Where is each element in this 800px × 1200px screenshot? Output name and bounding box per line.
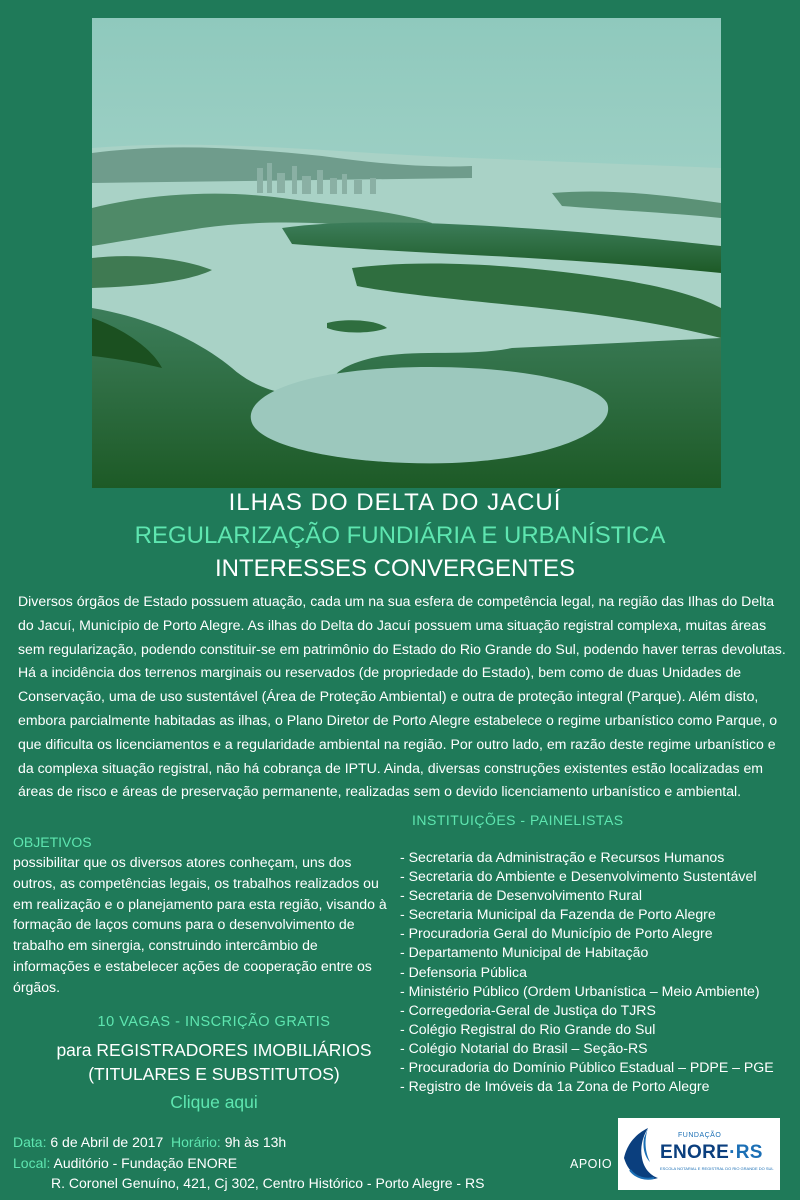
list-item: - Colégio Notarial do Brasil – Seção-RS <box>400 1039 648 1056</box>
objetivos-heading: OBJETIVOS <box>13 834 92 850</box>
instituicoes-heading: INSTITUIÇÕES - PAINELISTAS <box>412 812 624 828</box>
time-value: 9h às 13h <box>224 1134 287 1150</box>
register-link[interactable]: Clique aqui <box>170 1092 258 1112</box>
list-item: - Secretaria de Desenvolvimento Rural <box>400 887 643 904</box>
vagas-target-detail: (TITULARES E SUBSTITUTOS) <box>88 1064 340 1084</box>
event-location-row <box>13 1153 484 1174</box>
location-value: Auditório - Fundação ENORE <box>53 1154 238 1171</box>
date-value: 6 de Abril de 2017 <box>50 1134 164 1150</box>
event-details <box>13 1132 484 1194</box>
event-address: R. Coronel Genuíno, 421, Cj 302, Centro Histórico - Porto Alegre - RS <box>51 1175 485 1191</box>
vagas-heading: 10 VAGAS - INSCRIÇÃO GRATIS <box>97 1014 331 1030</box>
objetivos-text: possibilitar que os diversos atores conheçam, uns dos outros, as competências legais, os trabalhos realizados ou em realização e o planejamento para esta região, visando à formação de laços comuns para o desenvolvimento de trabalho em sinergia, construindo intercâmbio de informações e estabelecer ações de cooperação entre os órgãos. <box>13 854 387 995</box>
vagas-target: para REGISTRADORES IMOBILIÁRIOS <box>56 1040 372 1060</box>
list-item: - Corregedoria-Geral de Justiça do TJRS <box>400 1001 656 1018</box>
list-item: - Secretaria da Administração e Recursos Humanos <box>400 849 725 865</box>
list-item: - Ministério Público (Ordem Urbanística – Meio Ambiente) <box>400 982 760 999</box>
vagas-block <box>18 1012 410 1114</box>
photo-illustration <box>92 18 721 488</box>
subtitle-interesses: INTERESSES CONVERGENTES <box>214 555 576 582</box>
logo-subtitle: ESCOLA NOTARIAL E REGISTRAL DO RIO GRANDE DO SUL <box>660 1166 774 1171</box>
list-item: - Procuradoria Geral do Município de Porto Alegre <box>400 925 713 942</box>
list-item: - Secretaria Municipal da Fazenda de Porto Alegre <box>400 906 716 923</box>
subtitle-regularizacao: REGULARIZAÇÃO FUNDIÁRIA E URBANÍSTICA <box>134 522 666 549</box>
aerial-delta-photo <box>92 18 721 488</box>
apoio-label: APOIO <box>570 1157 613 1171</box>
intro-paragraph: Diversos órgãos de Estado possuem atuação, cada um na sua esfera de competência legal, na região das Ilhas do Delta do Jacuí, Município de Porto Alegre. As ilhas do Delta do Jacuí possuem uma situação registral complexa, muitas áreas sem regularização, podendo constituir-se em patrimônio do Estado do Rio Grande do Sul, podendo haver terras devolutas. Há a incidência dos terrenos marginais ou reservados (de propriedade do Estado), bem como de duas Unidades de Conservação, uma de uso sustentável (Área de Proteção Ambiental) e outra de proteção integral (Parque). Além disto, embora parcialmente habitadas as ilhas, o Plano Diretor de Porto Alegre estabelece o regime urbanístico como Parque, o que dificulta os licenciamentos e a regularidade ambiental na região. Por outro lado, em razão deste regime urbanístico e da complexa situação registral, não há cobrança de IPTU. Ainda, diversas construções existentes estão localizadas em áreas de risco e áreas de preservação permanente, realizadas sem o devido licenciamento urbanístico e ambiental. <box>18 593 786 800</box>
time-label: Horário: <box>171 1134 221 1150</box>
list-item: - Procuradoria do Domínio Público Estadual – PDPE – PGE <box>400 1059 774 1076</box>
main-title: ILHAS DO DELTA DO JACUÍ <box>228 489 562 516</box>
instituicoes-list <box>400 848 774 1096</box>
logo-name-main: ENORE <box>660 1142 730 1163</box>
list-item: - Registro de Imóveis da 1a Zona de Porto Alegre <box>400 1078 710 1095</box>
event-date-row <box>13 1132 484 1153</box>
list-item: - Colégio Registral do Rio Grande do Sul <box>400 1020 656 1037</box>
logo-fundacao: FUNDAÇÃO <box>678 1132 722 1139</box>
title-block <box>0 488 800 584</box>
enore-logo-icon <box>618 1118 662 1190</box>
list-item: - Departamento Municipal de Habitação <box>400 944 649 961</box>
logo-name-rs: ·RS <box>729 1142 763 1163</box>
location-label: Local: <box>13 1154 51 1171</box>
logo-name <box>660 1142 763 1164</box>
list-item: - Defensoria Pública <box>400 963 527 980</box>
enore-logo <box>618 1118 780 1190</box>
list-item: - Secretaria do Ambiente e Desenvolvimento Sustentável <box>400 868 757 885</box>
date-label: Data: <box>13 1134 47 1150</box>
